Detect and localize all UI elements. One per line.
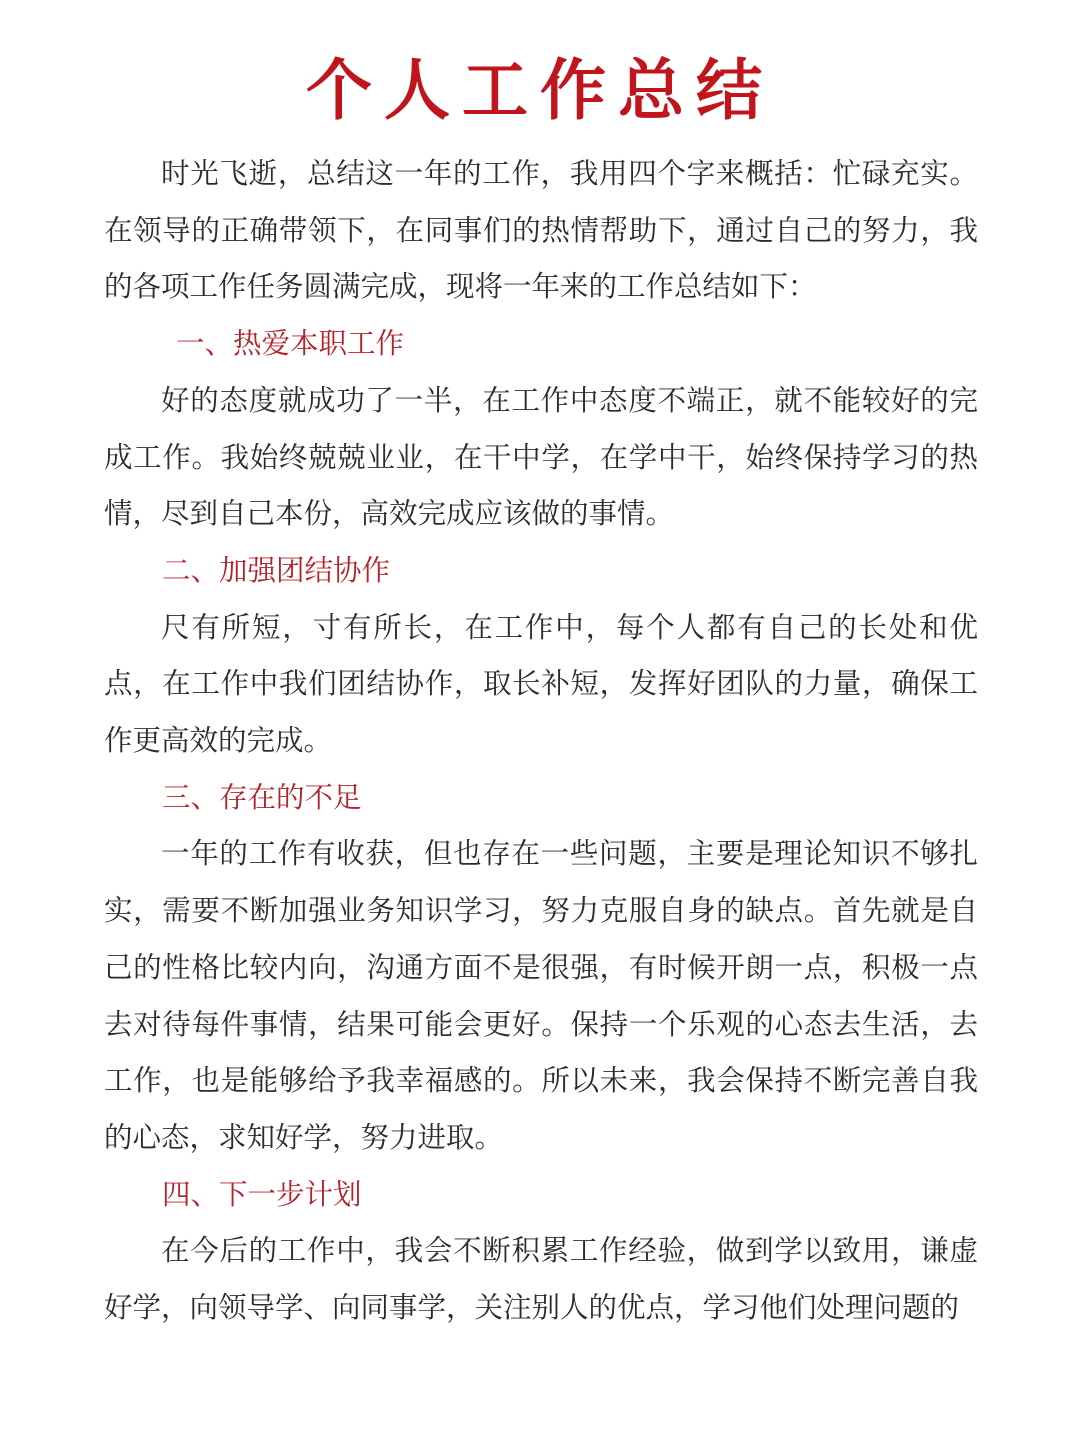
section-heading-1: 一、热爱本职工作: [176, 327, 405, 361]
document-body: [104, 146, 978, 1337]
intro-paragraph: 时光飞逝，总结这一年的工作，我用四个字来概括：忙碌充实。在领导的正确带领下，在同事们的热情帮助下，通过自己的努力，我的各项工作任务圆满完成，现将一年来的工作总结如下：: [104, 157, 978, 304]
section-body-3: 一年的工作有收获，但也存在一些问题，主要是理论知识不够扎实，需要不断加强业务知识学习，努力克服自身的缺点。首先就是自己的性格比较内向，沟通方面不是很强，有时候开朗一点，积极一点去对待每件事情，结果可能会更好。保持一个乐观的心态去生活，去工作，也是能够给予我幸福感的。所以未来，我会保持不断完善自我的心态，求知好学，努力进取。: [104, 837, 978, 1154]
section-body-1: 好的态度就成功了一半，在工作中态度不端正，就不能较好的完成工作。我始终兢兢业业，在干中学，在学中干，始终保持学习的热情，尽到自己本份，高效完成应该做的事情。: [104, 383, 978, 531]
document-title: 个人工作总结: [306, 51, 774, 129]
section-heading-3: 三、存在的不足: [162, 780, 362, 814]
section-body-2: 尺有所短，寸有所长，在工作中，每个人都有自己的长处和优点，在工作中我们团结协作，取长补短，发挥好团队的力量，确保工作更高效的完成。: [104, 610, 978, 758]
section-heading-2: 二、加强团结协作: [162, 553, 391, 587]
section-heading-4: 四、下一步计划: [162, 1177, 362, 1211]
section-body-4: 在今后的工作中，我会不断积累工作经验，做到学以致用，谦虚好学，向领导学、向同事学，关注别人的优点，学习他们处理问题的: [104, 1234, 978, 1325]
